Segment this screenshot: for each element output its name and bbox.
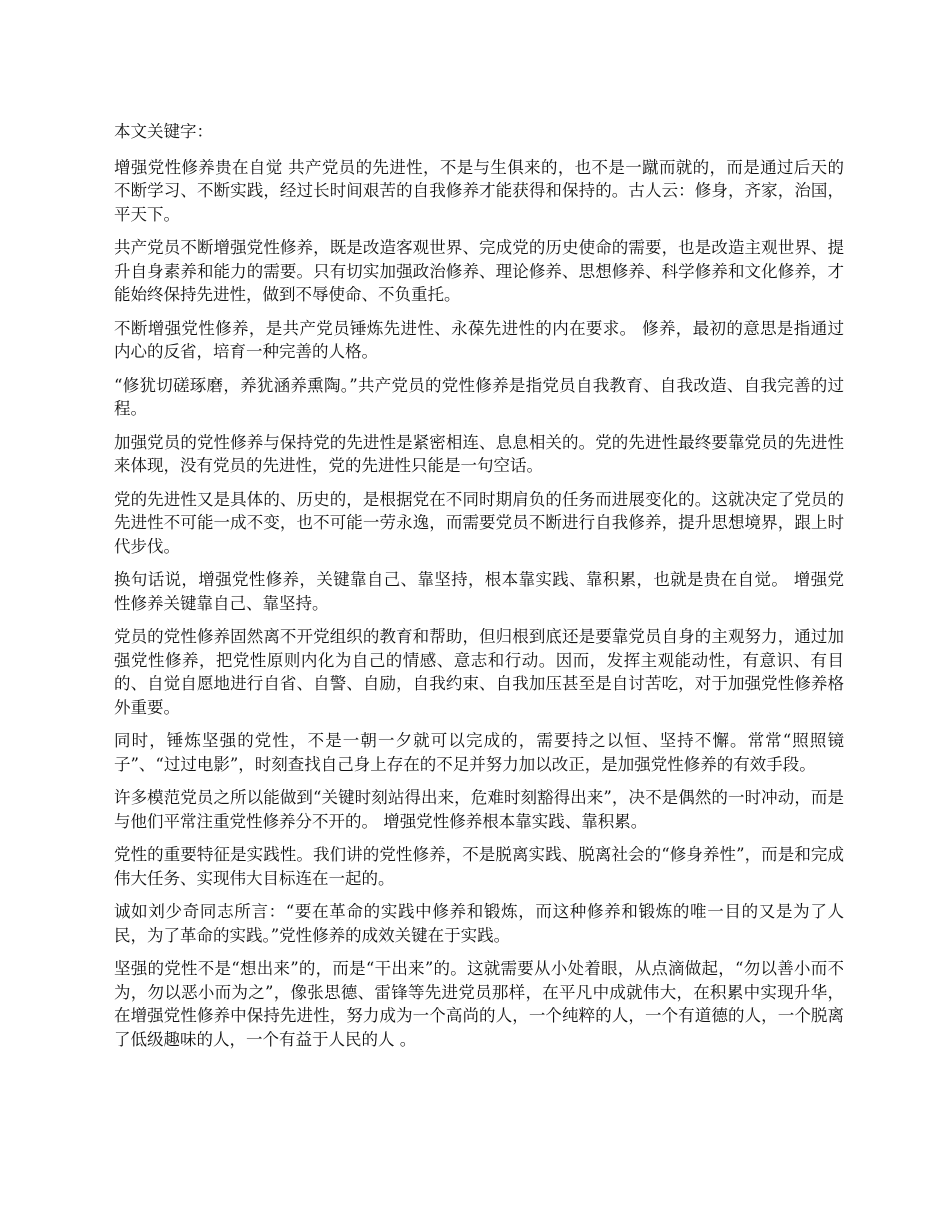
paragraph: 不断增强党性修养，是共产党员锤炼先进性、永葆先进性的内在要求。 修养，最初的意思是指通过内心的反省，培育一种完善的人格。 — [114, 318, 844, 361]
keywords-label: 本文关键字： — [114, 122, 213, 141]
paragraph: 党员的党性修养固然离不开党组织的教育和帮助，但归根到底还是要靠党员自身的主观努力，通过加强党性修养，把党性原则内化为自己的情感、意志和行动。因而，发挥主观能动性，有意识、有目的、自觉自愿地进行自省、自警、自励，自我约束、自我加压甚至是自讨苦吃，对于加强党性修养格外重要。 — [114, 627, 844, 717]
paragraph: 坚强的党性不是“想出来”的，而是“干出来”的。这就需要从小处着眼，从点滴做起，“勿以善小而不为，勿以恶小而为之”，像张思德、雷锋等先进党员那样，在平凡中成就伟大，在积累中实现升华，在增强党性修养中保持先进性，努力成为一个高尚的人，一个纯粹的人，一个有道德的人，一个脱离了低级趣味的人，一个有益于人民的人 。 — [114, 959, 844, 1049]
document-page — [114, 120, 844, 1061]
paragraph: 诚如刘少奇同志所言：“要在革命的实践中修养和锻炼，而这种修养和锻炼的唯一目的又是为了人民，为了革命的实践。”党性修养的成效关键在于实践。 — [114, 902, 844, 945]
paragraph: 党的先进性又是具体的、历史的，是根据党在不同时期肩负的任务而进展变化的。这就决定了党员的先进性不可能一成不变，也不可能一劳永逸，而需要党员不断进行自我修养，提升思想境界，跟上时代步伐。 — [114, 489, 844, 556]
paragraph: 许多模范党员之所以能做到“关键时刻站得出来，危难时刻豁得出来”，决不是偶然的一时冲动，而是与他们平常注重党性修养分不开的。 增强党性修养根本靠实践、靠积累。 — [114, 788, 844, 831]
paragraph: 党性的重要特征是实践性。我们讲的党性修养，不是脱离实践、脱离社会的“修身养性”，而是和完成伟大任务、实现伟大目标连在一起的。 — [114, 845, 844, 888]
paragraph: 加强党员的党性修养与保持党的先进性是紧密相连、息息相关的。党的先进性最终要靠党员的先进性来体现，没有党员的先进性，党的先进性只能是一句空话。 — [114, 432, 844, 475]
paragraph: 换句话说，增强党性修养，关键靠自己、靠坚持，根本靠实践、靠积累，也就是贵在自觉。 增强党性修养关键靠自己、靠坚持。 — [114, 570, 844, 613]
paragraph: “修犹切磋琢磨，养犹涵养熏陶。”共产党员的党性修养是指党员自我教育、自我改造、自我完善的过程。 — [114, 375, 844, 418]
paragraph: 同时，锤炼坚强的党性，不是一朝一夕就可以完成的，需要持之以恒、坚持不懈。常常“照照镜子”、“过过电影”，时刻查找自己身上存在的不足并努力加以改正，是加强党性修养的有效手段。 — [114, 731, 844, 774]
paragraph: 共产党员不断增强党性修养，既是改造客观世界、完成党的历史使命的需要，也是改造主观世界、提升自身素养和能力的需要。只有切实加强政治修养、理论修养、思想修养、科学修养和文化修养，才能始终保持先进性，做到不辱使命、不负重托。 — [114, 238, 844, 304]
paragraph: 增强党性修养贵在自觉 共产党员的先进性，不是与生俱来的，也不是一蹴而就的，而是通过后天的不断学习、不断实践，经过长时间艰苦的自我修养才能获得和保持的。古人云：修身，齐家，治国，平天下。 — [114, 157, 844, 224]
